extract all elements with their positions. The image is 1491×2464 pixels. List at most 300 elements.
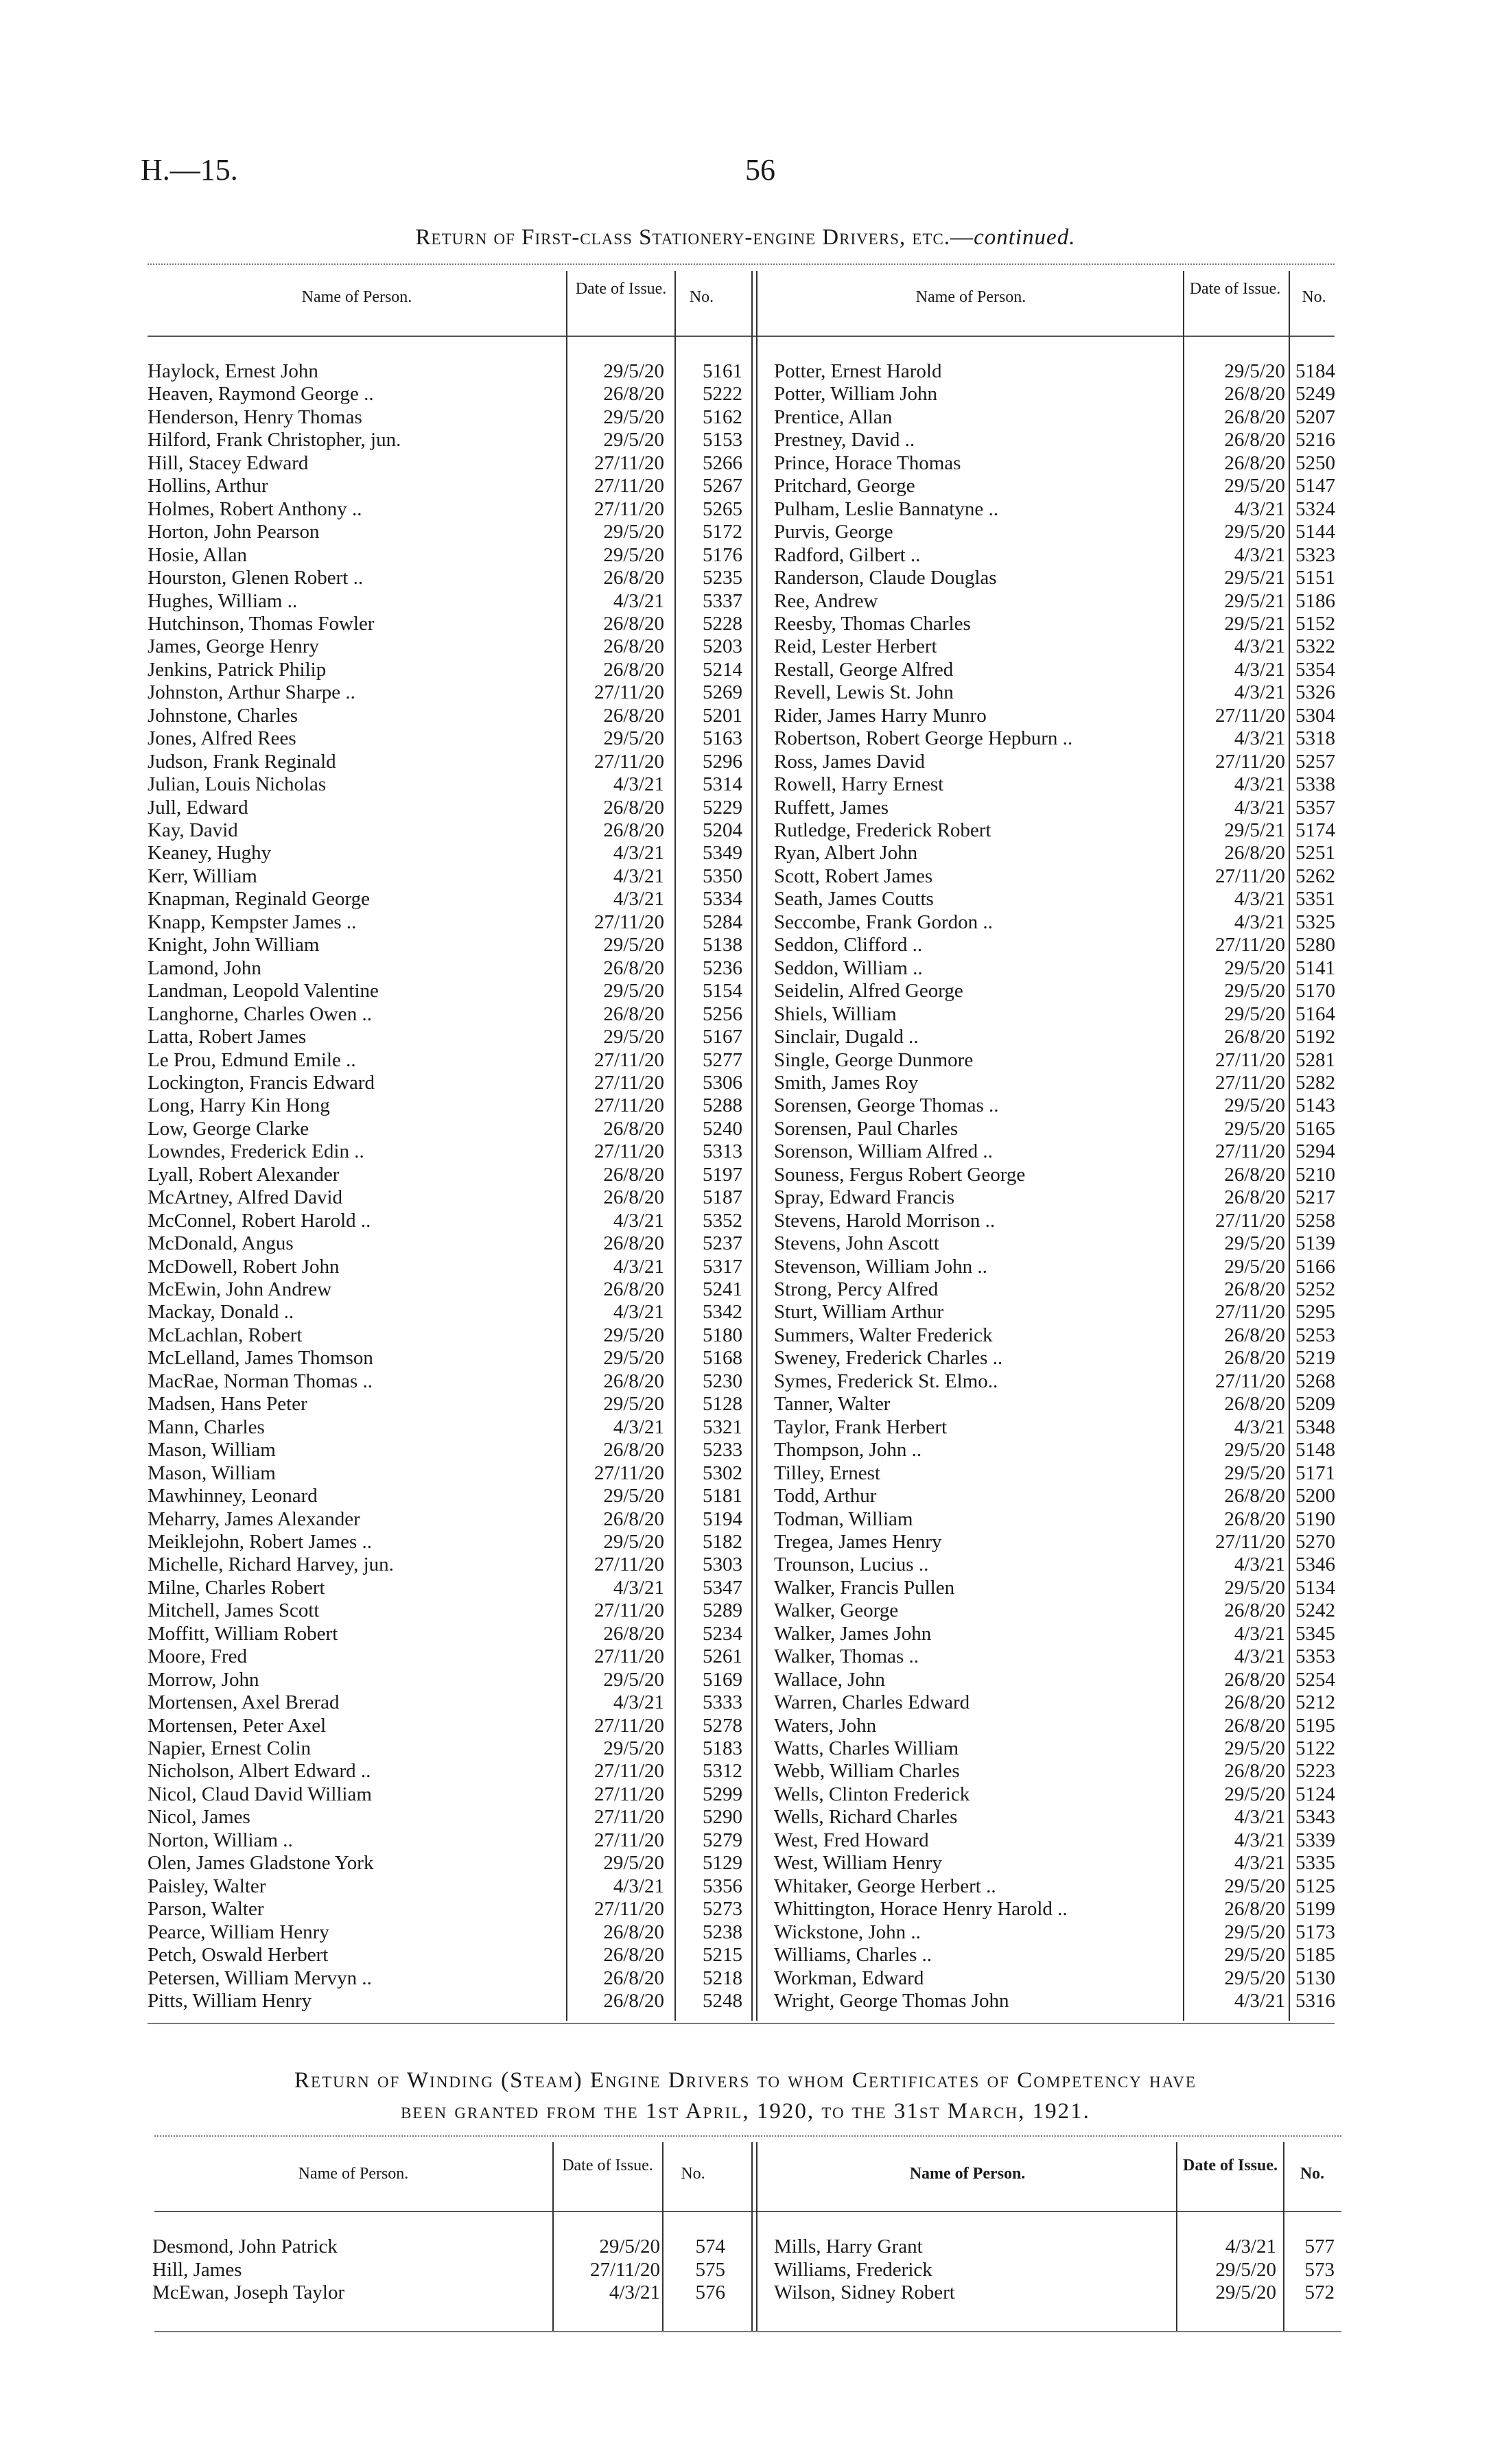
person-name: Meharry, James Alexander: [148, 1507, 360, 1530]
table1-right-row: [774, 1370, 1337, 1393]
table1-right-row: [774, 797, 1337, 819]
issue-date: 27/11/20: [1214, 1140, 1285, 1163]
certificate-number: 5350: [703, 865, 742, 887]
issue-date: 27/11/20: [1214, 750, 1285, 773]
person-name: Sorensen, Paul Charles: [774, 1117, 959, 1140]
table1-right-row: [774, 1921, 1337, 1944]
table1-right-row: [774, 498, 1337, 521]
certificate-number: 5338: [1295, 773, 1335, 796]
issue-date: 26/8/20: [603, 1002, 664, 1025]
table2-right-row: [774, 2259, 1337, 2281]
certificate-number: 5277: [703, 1048, 742, 1071]
issue-date: 29/5/20: [603, 429, 664, 451]
person-name: Whitaker, George Herbert ..: [774, 1875, 996, 1897]
table1-right-row: [774, 1623, 1337, 1645]
certificate-number: 5186: [1295, 589, 1335, 612]
table2-left-row: [152, 2281, 729, 2304]
person-name: Petch, Oswald Herbert: [148, 1944, 329, 1967]
table1-right-row: [774, 1715, 1337, 1737]
issue-date: 27/11/20: [594, 1094, 664, 1117]
issue-date: 29/5/20: [603, 727, 664, 750]
table1-right-row: [774, 475, 1337, 497]
person-name: Knapp, Kempster James ..: [148, 911, 357, 933]
issue-date: 27/11/20: [1214, 1301, 1285, 1324]
certificate-number: 5257: [1295, 750, 1335, 773]
person-name: Hosie, Allan: [148, 543, 247, 566]
issue-date: 26/8/20: [603, 612, 664, 635]
table1-left-no-header: No.: [689, 288, 714, 306]
issue-date: 27/11/20: [589, 2258, 660, 2281]
person-name: Wright, George Thomas John: [774, 1989, 1009, 2012]
certificate-number: 5181: [703, 1485, 742, 1507]
person-name: Spray, Edward Francis: [774, 1186, 955, 1209]
person-name: Mills, Harry Grant: [774, 2236, 923, 2257]
person-name: Norton, William ..: [148, 1829, 293, 1851]
certificate-number: 5218: [703, 1967, 742, 1989]
issue-date: 29/5/20: [1224, 1094, 1285, 1117]
issue-date: 4/3/21: [613, 589, 664, 612]
table1-left-row: [148, 934, 742, 957]
issue-date: 4/3/21: [613, 1209, 664, 1232]
person-name: Walker, George: [774, 1599, 899, 1622]
table1-right-row: [774, 406, 1337, 429]
certificate-number: 5174: [1295, 819, 1335, 841]
table2-left-date-header: Date of Issue.: [562, 2157, 653, 2174]
table1-left-row: [148, 1094, 742, 1117]
table1-left-row: [148, 773, 742, 796]
table1-right-row: [774, 1531, 1337, 1553]
certificate-number: 5210: [1295, 1163, 1335, 1186]
person-name: Desmond, John Patrick: [152, 2236, 338, 2257]
table1-left-row: [148, 1875, 742, 1898]
issue-date: 4/3/21: [613, 1416, 664, 1438]
issue-date: 4/3/21: [1234, 497, 1285, 520]
issue-date: 29/5/21: [1224, 612, 1285, 635]
person-name: Strong, Percy Alfred: [774, 1278, 939, 1300]
issue-date: 27/11/20: [594, 1806, 664, 1829]
person-name: Sorenson, William Alfred ..: [774, 1140, 993, 1163]
certificate-number: 5223: [1295, 1760, 1335, 1783]
issue-date: 4/3/21: [1234, 1416, 1285, 1438]
table1-left-row: [148, 1553, 742, 1576]
table1-left-row: [148, 865, 742, 888]
certificate-number: 5334: [703, 888, 742, 911]
person-name: Michelle, Richard Harvey, jun.: [148, 1553, 394, 1576]
table1-left-row: [148, 980, 742, 1002]
person-name: Moffitt, William Robert: [148, 1622, 338, 1645]
table1-left-row: [148, 521, 742, 543]
issue-date: 26/8/20: [1224, 429, 1285, 451]
person-name: Walker, James John: [774, 1622, 932, 1645]
issue-date: 4/3/21: [1234, 1852, 1285, 1875]
certificate-number: 5258: [1295, 1209, 1335, 1232]
issue-date: 26/8/20: [1224, 1278, 1285, 1300]
person-name: Long, Harry Kin Hong: [148, 1094, 330, 1117]
table1-left-row: [148, 1622, 742, 1645]
issue-date: 29/5/20: [603, 543, 664, 566]
certificate-number: 5290: [703, 1806, 742, 1829]
person-name: Webb, William Charles: [774, 1760, 960, 1783]
person-name: Parson, Walter: [148, 1898, 264, 1921]
table1-right-row: [774, 1232, 1337, 1255]
certificate-number: 5248: [703, 1989, 742, 2012]
issue-date: 27/11/20: [594, 1898, 664, 1921]
person-name: Seddon, William ..: [774, 957, 923, 979]
person-name: Madsen, Hans Peter: [148, 1393, 307, 1416]
issue-date: 27/11/20: [594, 911, 664, 933]
certificate-number: 5289: [703, 1599, 742, 1622]
issue-date: 29/5/20: [1215, 2258, 1276, 2281]
certificate-number: 5161: [703, 360, 742, 382]
person-name: Judson, Frank Reginald: [148, 750, 336, 773]
table2-top-rule: [154, 2135, 1341, 2137]
table1-left-row: [148, 888, 742, 911]
table1-right-row: [774, 1691, 1337, 1714]
table2-left-no-header: No.: [681, 2165, 705, 2183]
person-name: Pearce, William Henry: [148, 1921, 329, 1943]
issue-date: 29/5/20: [603, 1026, 664, 1048]
certificate-number: 5162: [703, 406, 742, 428]
person-name: Sweney, Frederick Charles ..: [774, 1347, 1003, 1370]
certificate-number: 5130: [1295, 1967, 1335, 1989]
table1-right-row: [774, 1439, 1337, 1462]
issue-date: 29/5/20: [603, 934, 664, 957]
issue-date: 29/5/21: [1224, 819, 1285, 841]
issue-date: 4/3/21: [1234, 1806, 1285, 1829]
certificate-number: 5353: [1295, 1645, 1335, 1668]
issue-date: 29/5/20: [1224, 360, 1285, 382]
issue-date: 27/11/20: [1214, 865, 1285, 887]
table1-left-row: [148, 1507, 742, 1531]
table1-right-row: [774, 1301, 1337, 1324]
table1-left-row: [148, 658, 742, 681]
issue-date: 27/11/20: [1214, 1071, 1285, 1094]
issue-date: 26/8/20: [1224, 1163, 1285, 1186]
table1-top-rule: [148, 263, 1335, 265]
table1-left-row: [148, 475, 742, 497]
person-name: Hutchinson, Thomas Fowler: [148, 612, 375, 635]
person-name: Mann, Charles: [148, 1416, 265, 1438]
certificate-number: 5342: [703, 1301, 742, 1324]
person-name: Jull, Edward: [148, 796, 248, 819]
person-name: McLachlan, Robert: [148, 1324, 303, 1346]
issue-date: 26/8/20: [603, 819, 664, 841]
table2-title-line1: Return of Winding (Steam) Engine Drivers to whom Certificates of Competency have: [294, 2068, 1197, 2093]
certificate-number: 5204: [703, 819, 742, 841]
table1-left-row: [148, 1117, 742, 1140]
certificate-number: 5144: [1295, 521, 1335, 543]
issue-date: 29/5/20: [1224, 1967, 1285, 1989]
issue-date: 4/3/21: [1234, 1553, 1285, 1576]
certificate-number: 5184: [1295, 360, 1335, 382]
certificate-number: 5296: [703, 750, 742, 773]
issue-date: 4/3/21: [613, 888, 664, 911]
table1-right-row: [774, 635, 1337, 658]
table1-right-row: [774, 1210, 1337, 1232]
issue-date: 29/5/20: [603, 1393, 664, 1416]
certificate-number: 5139: [1295, 1232, 1335, 1255]
person-name: Rowell, Harry Ernest: [774, 773, 944, 796]
certificate-number: 5153: [703, 429, 742, 451]
table1-right-row: [774, 1140, 1337, 1163]
person-name: Keaney, Hughy: [148, 842, 272, 865]
certificate-number: 5281: [1295, 1048, 1335, 1071]
certificate-number: 5253: [1295, 1324, 1335, 1346]
certificate-number: 5201: [703, 704, 742, 727]
issue-date: 26/8/20: [1224, 451, 1285, 474]
page-ref: H.—15.: [141, 153, 238, 187]
issue-date: 4/3/21: [1234, 635, 1285, 658]
certificate-number: 5266: [703, 451, 742, 474]
person-name: Prestney, David ..: [774, 429, 915, 451]
table1-left-row: [148, 1324, 742, 1347]
issue-date: 26/8/20: [603, 383, 664, 406]
person-name: West, Fred Howard: [774, 1829, 929, 1851]
table1-title-continued: continued.: [974, 225, 1076, 250]
person-name: Haylock, Ernest John: [148, 360, 318, 382]
certificate-number: 5323: [1295, 543, 1335, 566]
issue-date: 29/5/21: [1224, 589, 1285, 612]
issue-date: 27/11/20: [1214, 934, 1285, 957]
issue-date: 4/3/21: [1234, 543, 1285, 566]
issue-date: 27/11/20: [594, 1645, 664, 1668]
person-name: Lockington, Francis Edward: [148, 1071, 375, 1094]
issue-date: 29/5/20: [1224, 1117, 1285, 1140]
person-name: McLelland, James Thomson: [148, 1347, 373, 1370]
certificate-number: 5351: [1295, 888, 1335, 911]
certificate-number: 5143: [1295, 1094, 1335, 1117]
table1-right-row: [774, 1829, 1337, 1852]
table1-left-row: [148, 497, 742, 521]
issue-date: 29/5/20: [1224, 1576, 1285, 1599]
issue-date: 27/11/20: [594, 1071, 664, 1094]
certificate-number: 5333: [703, 1691, 742, 1714]
table1-right-row: [774, 1898, 1337, 1921]
issue-date: 4/3/21: [1234, 1989, 1285, 2012]
person-name: Workman, Edward: [774, 1967, 924, 1989]
certificate-number: 574: [695, 2236, 725, 2257]
table1-right-row: [774, 1737, 1337, 1760]
issue-date: 26/8/20: [603, 957, 664, 979]
certificate-number: 5217: [1295, 1186, 1335, 1209]
person-name: Whittington, Horace Henry Harold ..: [774, 1898, 1068, 1921]
person-name: Hill, Stacey Edward: [148, 451, 309, 474]
certificate-number: 5197: [703, 1163, 742, 1186]
table1-right-row: [774, 1072, 1337, 1094]
issue-date: 29/5/20: [1224, 1232, 1285, 1255]
person-name: Seddon, Clifford ..: [774, 934, 923, 957]
certificate-number: 5282: [1295, 1071, 1335, 1094]
person-name: McEwin, John Andrew: [148, 1278, 332, 1300]
certificate-number: 5346: [1295, 1553, 1335, 1576]
certificate-number: 5269: [703, 681, 742, 704]
table1-head-rule: [148, 336, 1335, 337]
person-name: Sturt, William Arthur: [774, 1301, 944, 1324]
issue-date: 29/5/20: [1224, 1921, 1285, 1943]
person-name: Potter, William John: [774, 383, 937, 406]
issue-date: 29/5/20: [603, 1485, 664, 1507]
certificate-number: 5352: [703, 1209, 742, 1232]
person-name: MacRae, Norman Thomas ..: [148, 1370, 373, 1392]
certificate-number: 5325: [1295, 911, 1335, 933]
certificate-number: 5265: [703, 497, 742, 520]
table1-left-row: [148, 635, 742, 658]
table1-right-row: [774, 1875, 1337, 1898]
issue-date: 4/3/21: [1234, 658, 1285, 681]
table2-right-name-header: Name of Person.: [909, 2165, 1026, 2183]
certificate-number: 5187: [703, 1186, 742, 1209]
table1-right-row: [774, 888, 1337, 911]
person-name: Pritchard, George: [774, 475, 915, 497]
table1-left-row: [148, 1944, 742, 1967]
certificate-number: 5268: [1295, 1370, 1335, 1392]
table1-left-row: [148, 1416, 742, 1439]
certificate-number: 5147: [1295, 475, 1335, 497]
person-name: Todman, William: [774, 1507, 913, 1530]
table1-left-row: [148, 1783, 742, 1806]
table1-left-row: [148, 750, 742, 773]
table1-left-row: [148, 1485, 742, 1507]
table1-right-row: [774, 1990, 1337, 2013]
issue-date: 29/5/20: [603, 980, 664, 1002]
person-name: Warren, Charles Edward: [774, 1691, 970, 1714]
issue-date: 26/8/20: [1224, 842, 1285, 865]
certificate-number: 5288: [703, 1094, 742, 1117]
issue-date: 27/11/20: [594, 497, 664, 520]
person-name: Reesby, Thomas Charles: [774, 612, 971, 635]
person-name: Jones, Alfred Rees: [148, 727, 296, 750]
person-name: Tilley, Ernest: [774, 1462, 880, 1484]
certificate-number: 5138: [703, 934, 742, 957]
issue-date: 4/3/21: [613, 1875, 664, 1897]
table2-right-row: [774, 2281, 1337, 2304]
person-name: Mason, William: [148, 1439, 276, 1462]
certificate-number: 5354: [1295, 658, 1335, 681]
person-name: Knapman, Reginald George: [148, 888, 371, 911]
person-name: Napier, Ernest Colin: [148, 1737, 312, 1759]
table1-left-row: [148, 1921, 742, 1944]
table1-right-row: [774, 1967, 1337, 1990]
table1-left-row: [148, 796, 742, 819]
table1-left-row: [148, 727, 742, 750]
table1-right-row: [774, 1186, 1337, 1209]
table1-left-row: [148, 704, 742, 727]
certificate-number: 5251: [1295, 842, 1335, 865]
certificate-number: 572: [1304, 2281, 1335, 2303]
issue-date: 29/5/20: [603, 1530, 664, 1553]
issue-date: 26/8/20: [603, 1921, 664, 1943]
certificate-number: 5270: [1295, 1530, 1335, 1553]
person-name: Paisley, Walter: [148, 1875, 266, 1897]
person-name: Walker, Thomas ..: [774, 1645, 919, 1668]
table1-right-date-header: Date of Issue.: [1189, 280, 1281, 298]
table1-right-row: [774, 360, 1337, 383]
certificate-number: 5299: [703, 1783, 742, 1805]
table1-title-main: Return of First-class Stationery-engine Drivers, etc.—: [415, 225, 974, 250]
issue-date: 27/11/20: [1214, 704, 1285, 727]
table1-left-row: [148, 1760, 742, 1783]
certificate-number: 5240: [703, 1117, 742, 1140]
certificate-number: 5230: [703, 1370, 742, 1392]
issue-date: 26/8/20: [1224, 1898, 1285, 1921]
issue-date: 26/8/20: [603, 704, 664, 727]
certificate-number: 5242: [1295, 1599, 1335, 1622]
issue-date: 26/8/20: [603, 1186, 664, 1209]
table1-right-row: [774, 773, 1337, 796]
certificate-number: 5216: [1295, 429, 1335, 451]
table1-left-row: [148, 567, 742, 589]
table1-right-row: [774, 613, 1337, 635]
certificate-number: 5170: [1295, 980, 1335, 1002]
certificate-number: 5124: [1295, 1783, 1335, 1805]
person-name: Moore, Fred: [148, 1645, 247, 1668]
certificate-number: 5302: [703, 1462, 742, 1484]
certificate-number: 5273: [703, 1898, 742, 1921]
table1-right-row: [774, 751, 1337, 773]
table1-left-row: [148, 1347, 742, 1370]
certificate-number: 5148: [1295, 1439, 1335, 1462]
person-name: Tanner, Walter: [774, 1393, 891, 1416]
table2-bottom-rule: [154, 2331, 1341, 2332]
issue-date: 26/8/20: [1224, 1186, 1285, 1209]
person-name: Wells, Richard Charles: [774, 1806, 958, 1829]
person-name: Sorensen, George Thomas ..: [774, 1094, 999, 1117]
person-name: Watts, Charles William: [774, 1737, 959, 1759]
certificate-number: 5214: [703, 658, 742, 681]
issue-date: 4/3/21: [1234, 888, 1285, 911]
issue-date: 26/8/20: [603, 658, 664, 681]
person-name: Milne, Charles Robert: [148, 1576, 325, 1599]
table1-left-row: [148, 451, 742, 475]
person-name: Prentice, Allan: [774, 406, 893, 428]
certificate-number: 5279: [703, 1829, 742, 1851]
certificate-number: 5207: [1295, 406, 1335, 428]
certificate-number: 5238: [703, 1921, 742, 1943]
person-name: Mackay, Donald ..: [148, 1301, 294, 1324]
person-name: Ross, James David: [774, 750, 925, 773]
certificate-number: 5141: [1295, 957, 1335, 979]
certificate-number: 5326: [1295, 681, 1335, 704]
person-name: Revell, Lewis St. John: [774, 681, 954, 704]
person-name: Hollins, Arthur: [148, 475, 268, 497]
certificate-number: 5190: [1295, 1507, 1335, 1530]
issue-date: 4/3/21: [613, 1576, 664, 1599]
certificate-number: 5222: [703, 383, 742, 406]
certificate-number: 5347: [703, 1576, 742, 1599]
certificate-number: 575: [695, 2258, 725, 2281]
certificate-number: 5182: [703, 1530, 742, 1553]
issue-date: 27/11/20: [594, 1714, 664, 1737]
certificate-number: 5250: [1295, 451, 1335, 474]
table1-right-row: [774, 1577, 1337, 1599]
certificate-number: 5192: [1295, 1026, 1335, 1048]
certificate-number: 5200: [1295, 1485, 1335, 1507]
table2-title-line2: been granted from the 1st April, 1920, to the 31st March, 1921.: [401, 2099, 1090, 2124]
table1-right-row: [774, 1485, 1337, 1507]
person-name: Randerson, Claude Douglas: [774, 567, 997, 589]
table1-left-row: [148, 406, 742, 429]
person-name: Wickstone, John ..: [774, 1921, 921, 1943]
certificate-number: 5357: [1295, 796, 1335, 819]
issue-date: 29/5/20: [1224, 1439, 1285, 1462]
certificate-number: 5304: [1295, 704, 1335, 727]
table1-left-row: [148, 819, 742, 842]
certificate-number: 5295: [1295, 1301, 1335, 1324]
person-name: Stevenson, William John ..: [774, 1255, 987, 1278]
issue-date: 27/11/20: [594, 1553, 664, 1576]
table1-right-row: [774, 727, 1337, 750]
certificate-number: 5194: [703, 1507, 742, 1530]
